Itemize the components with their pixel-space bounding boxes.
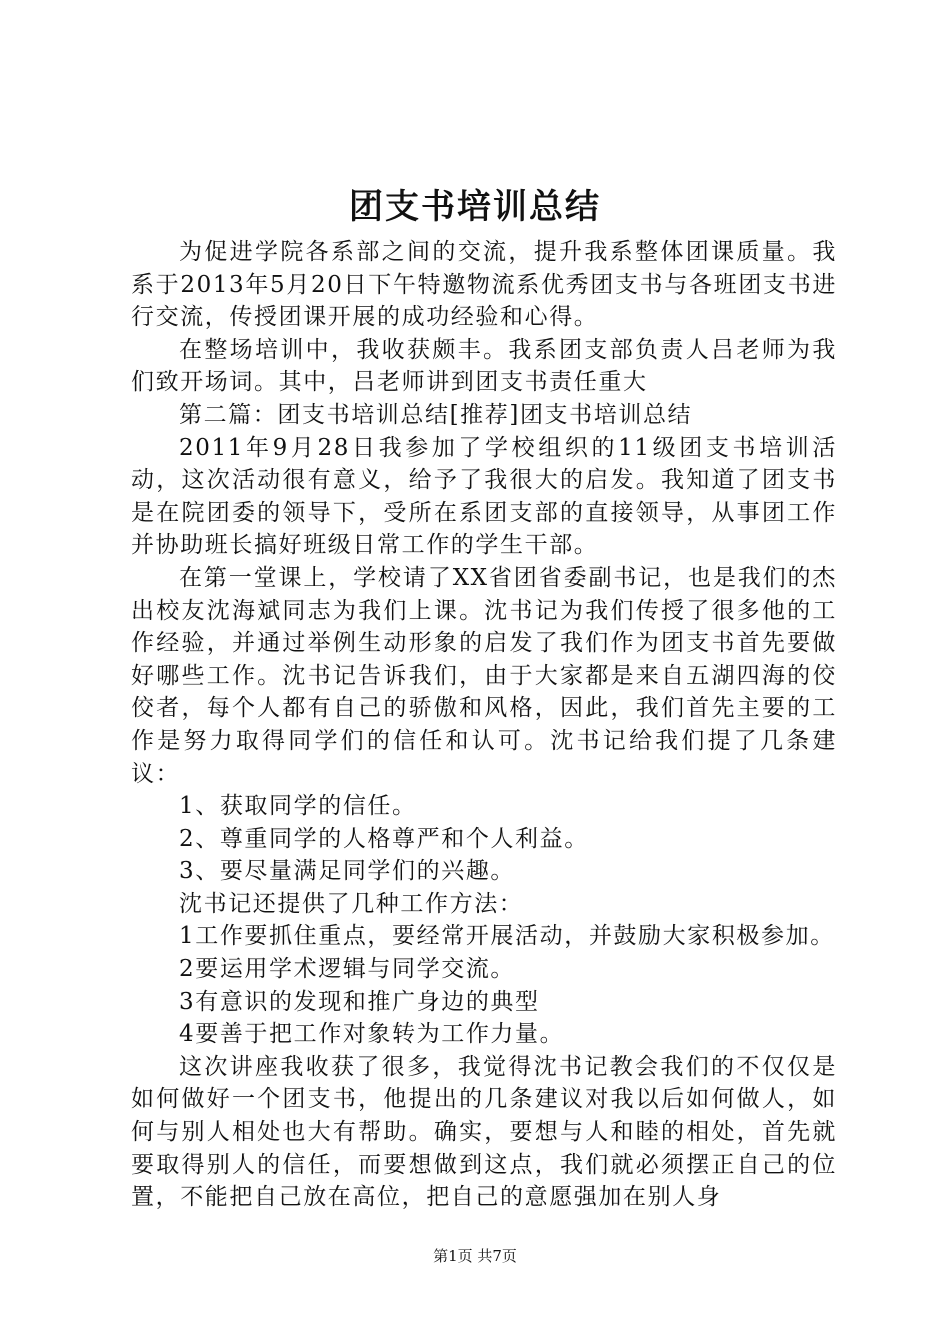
list-item-method-1: 1工作要抓住重点，要经常开展活动，并鼓励大家积极参加。 xyxy=(179,923,835,950)
list-item-method-2: 2要运用学术逻辑与同学交流。 xyxy=(179,956,516,983)
paragraph-2011: 2011年9月28日我参加了学校组织的11级团支书培训活动，这次活动很有意义，给予了我很大的启发。我知道了团支书是在院团委的领导下，受所在系团支部的直接领导，从事团工作并协助班长搞好班级日常工作的学生干部。 xyxy=(131,434,837,559)
paragraph-reflection: 这次讲座我收获了很多，我觉得沈书记教会我们的不仅仅是如何做好一个团支书，他提出的几条建议对我以后如何做人，如何与别人相处也大有帮助。确实，要想与人和睦的相处，首先就要取得别人的信任，而要想做到这点，我们就必须摆正自己的位置，不能把自己放在高位，把自己的意愿强加在别人身 xyxy=(131,1053,837,1211)
paragraph-first-class: 在第一堂课上，学校请了XX省团省委副书记，也是我们的杰出校友沈海斌同志为我们上课。沈书记为我们传授了很多他的工作经验，并通过举例生动形象的启发了我们作为团支书首先要做好哪些工作。沈书记告诉我们，由于大家都是来自五湖四海的佼佼者，每个人都有自己的骄傲和风格，因此，我们首先主要的工作是努力取得同学们的信任和认可。沈书记给我们提了几条建议： xyxy=(131,564,837,787)
list-item-suggestion-2: 2、尊重同学的人格尊严和个人利益。 xyxy=(179,825,589,852)
paragraph-intro: 为促进学院各系部之间的交流，提升我系整体团课质量。我系于2013年5月20日下午特邀物流系优秀团支书与各班团支书进行交流，传授团课开展的成功经验和心得。 xyxy=(131,239,837,331)
document-body xyxy=(131,236,837,1214)
list-item-method-4: 4要善于把工作对象转为工作力量。 xyxy=(179,1021,565,1048)
paragraph-section-heading: 第二篇：团支书培训总结[推荐]团支书培训总结 xyxy=(179,401,693,428)
document-title: 团支书培训总结 xyxy=(349,187,601,227)
paragraph-training: 在整场培训中，我收获颇丰。我系团支部负责人吕老师为我们致开场词。其中，吕老师讲到团支书责任重大 xyxy=(131,336,837,396)
page-number-footer: 第1页 共7页 xyxy=(433,1247,517,1265)
list-item-suggestion-1: 1、获取同学的信任。 xyxy=(179,793,417,820)
list-item-method-3: 3有意识的发现和推广身边的典型 xyxy=(179,988,540,1015)
list-item-suggestion-3: 3、要尽量满足同学们的兴趣。 xyxy=(179,858,516,885)
paragraph-methods-intro: 沈书记还提供了几种工作方法： xyxy=(179,890,524,917)
